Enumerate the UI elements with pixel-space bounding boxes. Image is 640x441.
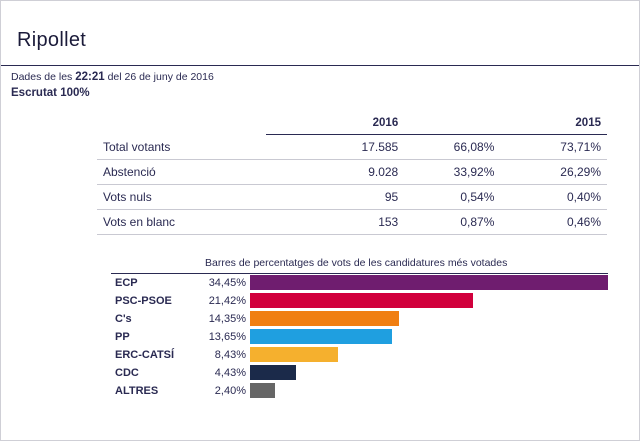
meta-suffix: del 26 de juny de 2016 xyxy=(107,71,214,83)
row-prev: 0,40% xyxy=(500,185,607,210)
header-2016: 2016 xyxy=(266,115,404,135)
scrutiny-status: Escrutat 100% xyxy=(11,87,90,99)
row-label: Vots nuls xyxy=(97,185,266,210)
bar-value-label: 2,40% xyxy=(214,384,246,397)
bar-label: CDC xyxy=(115,366,139,379)
bar-row xyxy=(111,346,611,363)
bar-label: ERC-CATSÍ xyxy=(115,348,175,361)
bar-track xyxy=(250,311,611,326)
data-timestamp xyxy=(11,71,214,83)
page-title: Ripollet xyxy=(17,29,87,51)
row-label: Total votants xyxy=(97,135,266,160)
bar-row xyxy=(111,382,611,399)
bar-fill xyxy=(250,365,296,380)
bar-row xyxy=(111,310,611,327)
bar-row xyxy=(111,328,611,345)
header-divider xyxy=(1,65,639,66)
row-pct: 33,92% xyxy=(404,160,500,185)
bar-fill xyxy=(250,311,399,326)
bar-value-label: 14,35% xyxy=(208,312,246,325)
bar-label: ECP xyxy=(115,276,138,289)
row-prev: 73,71% xyxy=(500,135,607,160)
bar-fill xyxy=(250,293,473,308)
table-row xyxy=(97,185,607,210)
meta-prefix: Dades de les xyxy=(11,71,73,83)
row-count: 9.028 xyxy=(266,160,404,185)
table-header-row xyxy=(97,115,607,135)
header-spacer xyxy=(404,115,500,135)
row-count: 95 xyxy=(266,185,404,210)
row-label: Vots en blanc xyxy=(97,210,266,235)
row-prev: 0,46% xyxy=(500,210,607,235)
bar-track xyxy=(250,293,611,308)
bar-track xyxy=(250,347,611,362)
bar-track xyxy=(250,383,611,398)
row-prev: 26,29% xyxy=(500,160,607,185)
results-table xyxy=(97,115,607,235)
bar-track xyxy=(250,365,611,380)
bar-row xyxy=(111,274,611,291)
bar-value-label: 13,65% xyxy=(208,330,246,343)
bar-track xyxy=(250,329,611,344)
row-pct: 0,87% xyxy=(404,210,500,235)
bar-value-label: 34,45% xyxy=(208,276,246,289)
bar-fill xyxy=(250,383,275,398)
bar-fill xyxy=(250,275,608,290)
bar-fill xyxy=(250,329,392,344)
meta-time: 22:21 xyxy=(75,71,105,83)
row-count: 153 xyxy=(266,210,404,235)
bar-label: C's xyxy=(115,312,132,325)
bar-row xyxy=(111,364,611,381)
party-bar-chart xyxy=(111,273,611,399)
row-pct: 66,08% xyxy=(404,135,500,160)
bar-label: ALTRES xyxy=(115,384,159,397)
table-row xyxy=(97,135,607,160)
bar-row xyxy=(111,292,611,309)
bar-track xyxy=(250,275,611,290)
bar-value-label: 8,43% xyxy=(214,348,246,361)
bar-label: PP xyxy=(115,330,130,343)
table-row xyxy=(97,210,607,235)
row-label: Abstenció xyxy=(97,160,266,185)
header-2015: 2015 xyxy=(500,115,607,135)
bar-fill xyxy=(250,347,338,362)
bar-value-label: 4,43% xyxy=(214,366,246,379)
table-row xyxy=(97,160,607,185)
bar-value-label: 21,42% xyxy=(208,294,246,307)
bar-label: PSC-PSOE xyxy=(115,294,172,307)
header-blank xyxy=(97,115,266,135)
row-pct: 0,54% xyxy=(404,185,500,210)
row-count: 17.585 xyxy=(266,135,404,160)
chart-title: Barres de percentatges de vots de les candidatures més votades xyxy=(205,257,508,269)
